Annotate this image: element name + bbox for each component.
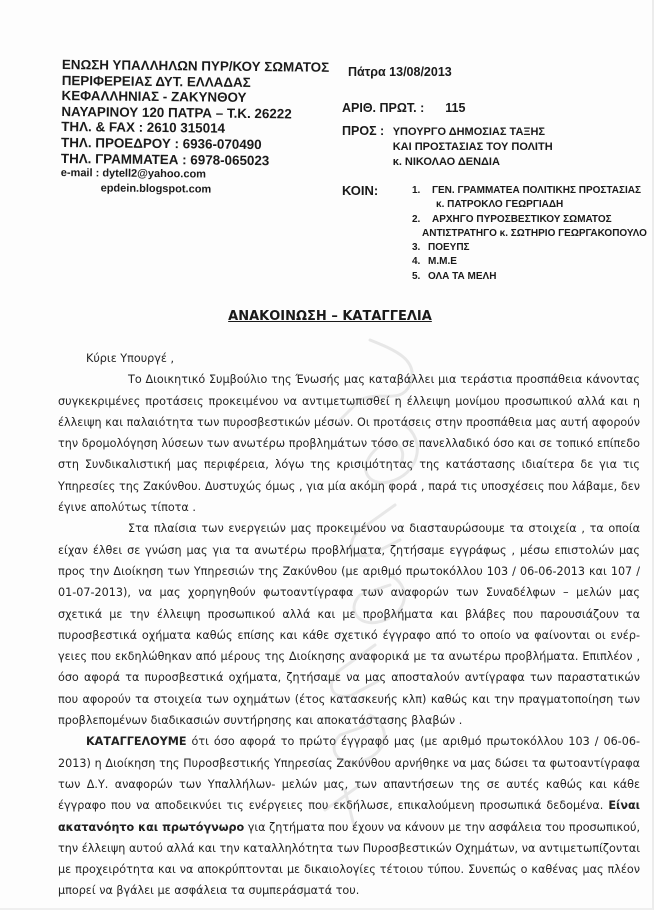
document-body xyxy=(58,348,640,902)
sender-phone-fax: ΤΗΛ. & FAX : 2610 315014 xyxy=(61,119,226,137)
protocol-number: 115 xyxy=(445,101,466,115)
cc-item-5: 5. ΟΛΑ ΤΑ ΜΕΛΗ xyxy=(412,270,497,282)
paragraph-3: ΚΑΤΑΓΓΕΛΟΥΜΕ ότι όσο αφορά το πρώτο έγγραφό μας (με αριθμό πρωτοκόλλου 103 / 06-06-2013) η Διοίκηση της Πυροσβεστικής Υπηρεσίας Ζακύνθου αρνήθηκε να μας δώσει τα φωτοαντίγραφα των Δ.Υ. αναφορών των Υπαλλήλων- μελών μας, των απαντήσεων της σε αυτές καθώς και κάθε έγγραφο που να αποδεικνύει τις ενέργειες που εκδήλωσε, επικαλούμενη προσωπικά δεδομένα. Είναι ακατανόητο και πρωτόγνωρο για ζητήματα που έχουν να κάνουν με την ασφάλεια του προσωπικού, την έλλειψη αυτού αλλά και την καταλληλότητα των Πυροσβεστικών Οχημάτων, να αντιμετωπίζονται με προχειρότητα και να αποκρύπτονται με δικαιολογίες τέτοιου τύπου. Συνεπώς ο καθένας μας πλέον μπορεί να βγάλει με ασφάλεια τα συμπεράσματά του. xyxy=(58,735,640,898)
protocol-label: ΑΡΙΘ. ΠΡΩΤ. : xyxy=(342,101,425,115)
cc-item-1: 1. ΓΕΝ. ΓΡΑΜΜΑΤΕΑ ΠΟΛΙΤΙΚΗΣ ΠΡΟΣΤΑΣΙΑΣ xyxy=(412,185,641,196)
sender-region: ΠΕΡΙΦΕΡΕΙΑΣ ΔΥΤ. ΕΛΛΑΔΑΣ xyxy=(61,72,251,90)
sender-org-name: ΕΝΩΣΗ ΥΠΑΛΛΗΛΩΝ ΠΥΡ/ΚΟΥ ΣΩΜΑΤΟΣ xyxy=(61,57,330,75)
sender-blog: epdein.blogspot.com xyxy=(100,182,212,196)
sender-secretary-phone: ΤΗΛ. ΓΡΑΜΜΑΤΕΑ : 6978-065023 xyxy=(60,150,270,168)
cc-item-2-name: ΑΝΤΙΣΤΡΑΤΗΓΟ κ. ΣΩΤΗΡΙΟ ΓΕΩΡΓΑΚΟΠΟΥΛΟ xyxy=(422,227,647,239)
sender-letterhead xyxy=(61,57,330,199)
cc-item-2: 2. ΑΡΧΗΓΟ ΠΥΡΟΣΒΕΣΤΙΚΟΥ ΣΩΜΑΤΟΣ xyxy=(412,213,612,225)
sender-president-phone: ΤΗΛ. ΠΡΟΕΔΡΟΥ : 6936-070490 xyxy=(61,134,262,153)
cc-item-3: 3. ΠΟΕΥΠΣ xyxy=(412,242,470,254)
recipient-line-2: ΚΑΙ ΠΡΟΣΤΑΣΙΑΣ ΤΟΥ ΠΟΛΙΤΗ xyxy=(392,141,553,153)
sender-email: e-mail : dytell2@yahoo.com xyxy=(60,167,207,181)
paragraph-1: Το Διοικητικό Συμβούλιο της Ένωσής μας καταβάλλει μια τεράστια προσπάθεια κάνοντας συγκεκριμένες προτάσεις προκειμένου να αντιμετωπισθεί η έλλειψη μονίμου προσωπικού αλλά και η έλλειψη και παλαιότητα των πυροσβεστικών μέσων. Οι προτάσεις στην προσπάθεια μας αυτή αφορούν την δρομολόγηση λύσεων των ανωτέρω προβλημάτων τόσο σε πανελλαδικό όσο και σε τοπικό επίπεδο στη Συνδικαλιστική μας περιφέρεια, λόγω της κρισιμότητας της κατάστασης ιδιαίτερα δε για τις Υπηρεσίες της Ζακύνθου. Δυστυχώς όμως , για μία ακόμη φορά , παρά τις υποσχέσεις που λάβαμε, δεν έγινε απολύτως τίποτα . xyxy=(58,373,640,515)
protocol-line xyxy=(342,101,465,115)
recipient-line-3: κ. ΝΙΚΟΛΑΟ ΔΕΝΔΙΑ xyxy=(392,156,500,168)
cc-label: ΚΟΙΝ: xyxy=(342,183,379,198)
place-date: Πάτρα 13/08/2013 xyxy=(348,65,452,79)
recipient-label: ΠΡΟΣ : xyxy=(342,124,385,138)
sender-subregion: ΚΕΦΑΛΛΗΝΙΑΣ - ΖΑΚΥΝΘΟΥ xyxy=(61,88,247,106)
document-title: ΑΝΑΚΟΙΝΩΣΗ – ΚΑΤΑΓΓΕΛΙΑ xyxy=(228,309,432,324)
sender-address: ΝΑΥΑΡΙΝΟΥ 120 ΠΑΤΡΑ – Τ.Κ. 26222 xyxy=(61,103,292,122)
cc-item-1-name: κ. ΠΑΤΡΟΚΛΟ ΓΕΩΡΓΙΑΔΗ xyxy=(436,199,564,211)
cc-list xyxy=(412,184,647,284)
greeting: Κύριε Υπουργέ , xyxy=(86,352,175,365)
recipient-block xyxy=(342,124,553,170)
emphasis-phrase: Είναι ακατανόητο και πρωτόγνωρο xyxy=(58,799,640,834)
denounce-keyword: ΚΑΤΑΓΓΕΛΟΥΜΕ xyxy=(86,735,187,749)
paragraph-2: Στα πλαίσια των ενεργειών μας προκειμένου να διασταυρώσουμε τα στοιχεία , τα οποία είχαν έλθει σε γνώση μας για τα ανωτέρω προβλήματα, ζητήσαμε εγγράφως , μέσω επιστολών μας προς την Διοίκηση των Υπηρεσιών της Ζακύνθου (με αριθμό πρωτοκόλλου 103 / 06-06-2013 και 107 / 01-07-2013), να μας χορηγηθούν φωτοαντίγραφα των αναφορών των Συναδέλφων – μελών μας σχετικά με την έλλειψη προσωπικού αλλά και με προβλήματα και βλάβες που παρουσιάζουν τα πυροσβεστικά οχήματα καθώς επίσης και κάθε σχετικό έγγραφο από το οποίο να φαίνονται οι ενέρ-γειες που εκδηλώθηκαν από μέρους της Διοίκησης αναφορικά με τα ανωτέρω προβλήματα. Επιπλέον , όσο αφορά τα πυροσβεστικά οχήματα, ζητήσαμε να μας αποσταλούν αντίγραφα των παραστατικών που αφορούν τα στοιχεία των οχημάτων (έτος κατασκευής κλπ) καθώς και την πραγματοποίηση των προβλεπομένων διαδικασιών συντήρησης και αποκατάστασης βλαβών . xyxy=(58,522,640,728)
cc-item-4: 4. Μ.Μ.Ε xyxy=(412,256,457,268)
recipient-line-1: ΥΠΟΥΡΓΟ ΔΗΜΟΣΙΑΣ ΤΑΞΗΣ xyxy=(392,126,546,138)
